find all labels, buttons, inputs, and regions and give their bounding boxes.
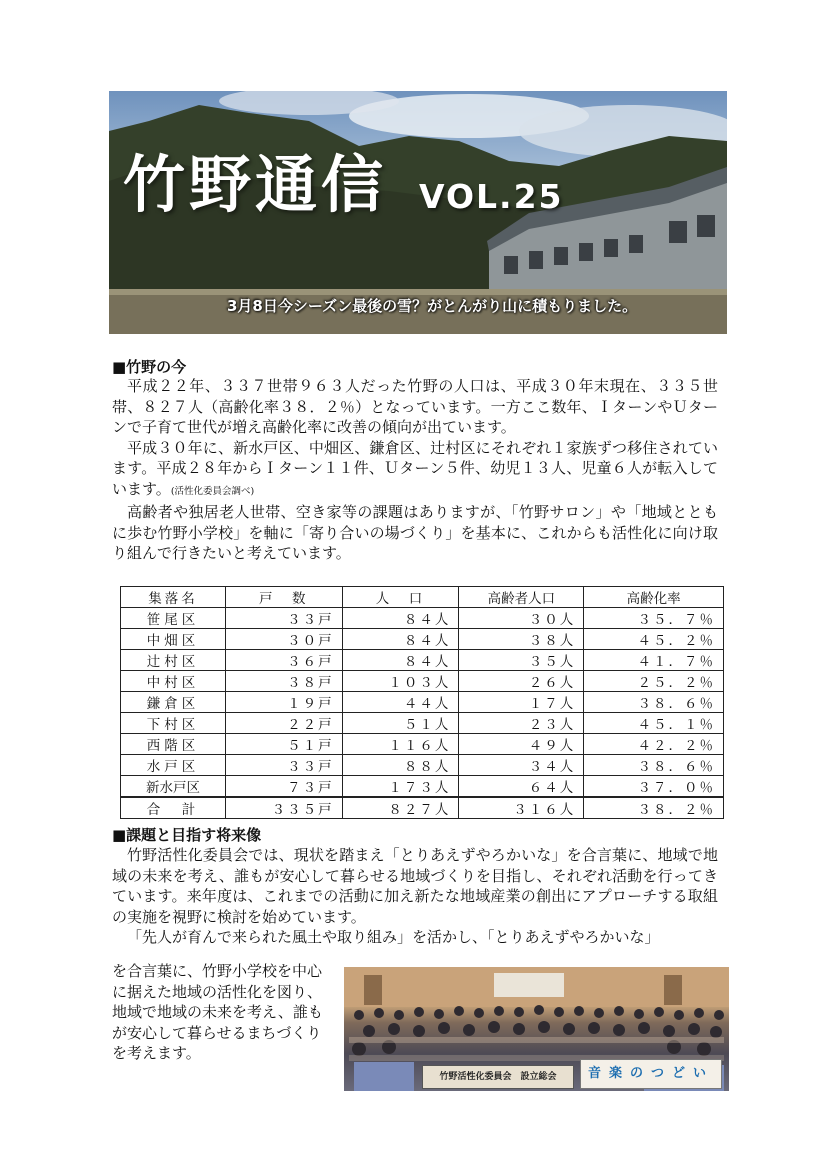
section-future-body [112,845,718,948]
cell-village: 新水戸区 [121,776,226,798]
cell-population: ８８人 [342,755,459,776]
cell-elderly: １７人 [459,692,584,713]
cell-population: １１６人 [342,734,459,755]
paragraph-migration [112,438,718,503]
table-row [121,776,724,798]
cell-households: １９戸 [225,692,342,713]
paragraph-committee: 竹野活性化委員会では、現状を踏まえ「とりあえずやろかいな」を合言葉に、地域で地域の未来を考え、誰もが安心して暮らせる地域づくりを目指し、それぞれ活動を行ってきています。来年度は、これまでの活動に加え新たな地域産業の創出にアプローチする取組の実施を視野に検討を始めています。 [112,846,718,926]
cell-elderly: ３８人 [459,629,584,650]
cell-village: 中畑区 [121,629,226,650]
cell-total-elderly: ３１６人 [459,797,584,819]
cell-elderly: ３４人 [459,755,584,776]
cell-aging-rate: ３５．７％ [584,608,724,629]
cell-elderly: ３０人 [459,608,584,629]
source-note: (活性化委員会調べ) [170,485,255,497]
cell-village: 下村区 [121,713,226,734]
cell-elderly: ３５人 [459,650,584,671]
cell-total-population: ８２７人 [342,797,459,819]
cell-households: ５１戸 [225,734,342,755]
paragraph-vision: を合言葉に、竹野小学校を中心に据えた地域の活性化を図り、地域で地域の未来を考え、誰もが安心して暮らせるまちづくりを考えます。 [112,962,323,1062]
cell-households: ７３戸 [225,776,342,798]
cell-population: ８４人 [342,608,459,629]
header-photo [109,91,727,334]
group-photo [344,967,729,1091]
section-heading-current: ■竹野の今 [112,358,187,376]
table-header-row [121,587,724,608]
cell-village: 西階区 [121,734,226,755]
cell-elderly: ６４人 [459,776,584,798]
table-row [121,755,724,776]
paragraph-outlook: 高齢者や独居老人世帯、空き家等の課題はありますが、「竹野サロン」や「地域とともに歩む竹野小学校」を軸に「寄り合いの場づくり」を基本に、これからも活性化に向け取り組んで行きたいと考えています。 [112,503,718,562]
cell-total-aging-rate: ３８．２％ [584,797,724,819]
paragraph-population: 平成２２年、３３７世帯９６３人だった竹野の人口は、平成３０年末現在、３３５世帯、８２７人（高齢化率３８．２％）となっています。一方ここ数年、ＩターンやＵターンで子育て世代が増え高齢化率に改善の傾向が出ています。 [112,377,718,436]
cell-total-households: ３３５戸 [225,797,342,819]
cell-aging-rate: ４２．２％ [584,734,724,755]
cell-population: １７３人 [342,776,459,798]
cell-village: 水戸区 [121,755,226,776]
cell-aging-rate: ３８．６％ [584,755,724,776]
volume-number: VOL.25 [419,177,564,216]
cell-households: ３３戸 [225,608,342,629]
cell-aging-rate: ４１．７％ [584,650,724,671]
cell-village: 鎌倉区 [121,692,226,713]
column-header-aging-rate: 高齢化率 [584,587,724,608]
cell-aging-rate: ２５．２％ [584,671,724,692]
table-row [121,692,724,713]
table-row [121,650,724,671]
table-row [121,734,724,755]
cell-village: 中村区 [121,671,226,692]
migration-text: 平成３０年に、新水戸区、中畑区、鎌倉区、辻村区にそれぞれ１家族ずつ移住されています。平成２８年からＩターン１１件、Ｕターン５件、幼児１３人、児童６人が転入しています。 [112,438,718,498]
table-row [121,608,724,629]
column-header-village: 集落名 [121,587,226,608]
cell-population: １０３人 [342,671,459,692]
cell-population: ８４人 [342,629,459,650]
section-current-body [112,376,718,564]
cell-households: ３０戸 [225,629,342,650]
cell-aging-rate: ３８．６％ [584,692,724,713]
cell-population: ４４人 [342,692,459,713]
population-table [120,586,724,819]
photo-caption: 3月8日今シーズン最後の雪？がとんがり山に積もりました。 [227,297,638,315]
cell-elderly: ４９人 [459,734,584,755]
cell-aging-rate: ４５．２％ [584,629,724,650]
event-banner: 竹野活性化委員会 設立総会 [422,1065,574,1089]
column-header-elderly: 高齢者人口 [459,587,584,608]
table-total-row [121,797,724,819]
table-row [121,629,724,650]
cell-households: ３６戸 [225,650,342,671]
cell-village: 辻村区 [121,650,226,671]
newsletter-title: 竹野通信 [123,148,388,221]
cell-elderly: ２３人 [459,713,584,734]
cell-total-label: 合 計 [121,797,226,819]
cell-aging-rate: ４５．１％ [584,713,724,734]
cell-households: ２２戸 [225,713,342,734]
paragraph-heritage: 「先人が育んで来られた風土や取り組み」を活かし、「とりあえずやろかいな」 [127,928,660,946]
cell-aging-rate: ３７．０％ [584,776,724,798]
music-banner: 音楽のつどい [580,1059,722,1089]
cell-village: 笹尾区 [121,608,226,629]
cell-households: ３８戸 [225,671,342,692]
column-header-households: 戸 数 [225,587,342,608]
cell-population: ８４人 [342,650,459,671]
cell-households: ３３戸 [225,755,342,776]
cell-population: ５１人 [342,713,459,734]
table-row [121,713,724,734]
cell-elderly: ２６人 [459,671,584,692]
section-heading-future: ■課題と目指す将来像 [112,826,262,844]
table-row [121,671,724,692]
column-header-population: 人 口 [342,587,459,608]
